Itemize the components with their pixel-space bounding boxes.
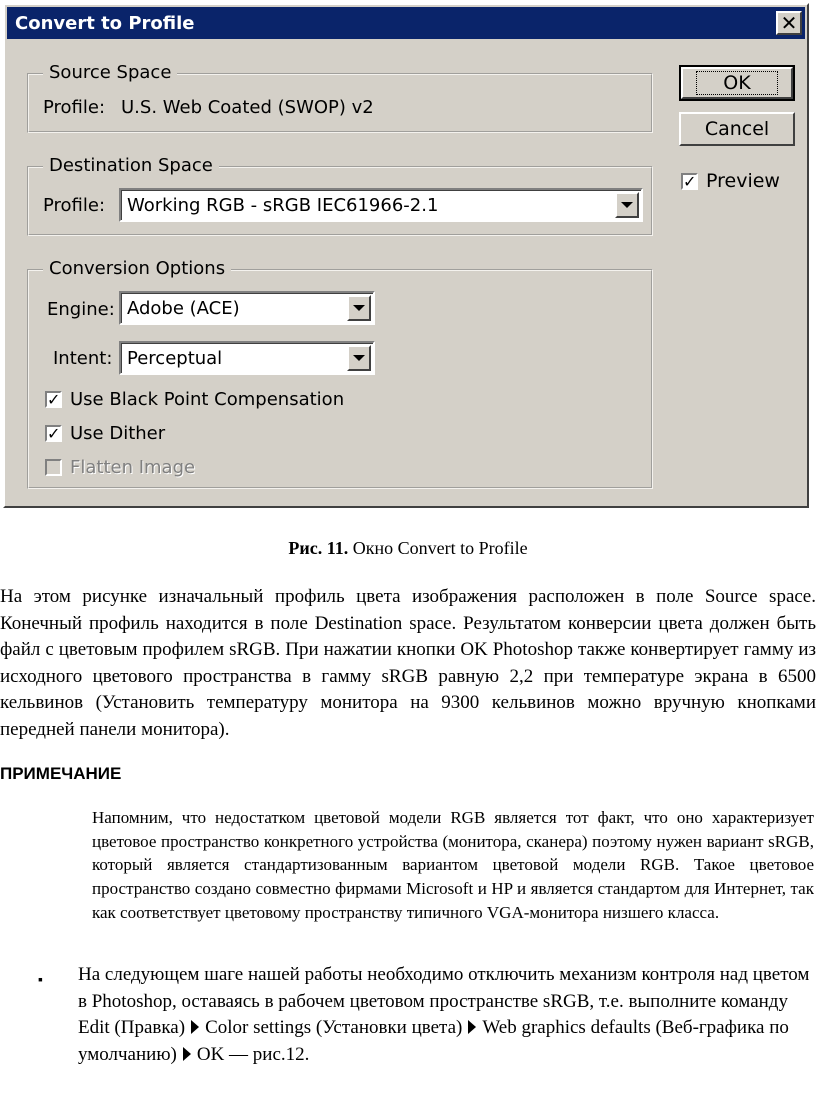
dither-checkbox-row[interactable] <box>45 423 165 444</box>
source-space-title: Source Space <box>43 62 177 83</box>
dither-label: Use Dither <box>70 423 166 444</box>
bullet-part-3: Web graphics defaults (Веб-графика по умолчанию) <box>78 1017 789 1065</box>
dropdown-button[interactable] <box>615 192 639 218</box>
title-bar[interactable] <box>7 7 805 39</box>
check-icon: ✓ <box>47 390 61 409</box>
intent-label: Intent: <box>53 348 113 369</box>
convert-to-profile-dialog <box>3 3 809 508</box>
destination-space-group <box>27 155 653 236</box>
chevron-down-icon <box>353 355 365 361</box>
black-point-checkbox-row[interactable] <box>45 389 344 410</box>
bullet-part-4: OK — рис.12. <box>196 1043 310 1065</box>
chevron-down-icon <box>353 305 365 311</box>
dialog-title: Convert to Profile <box>15 12 195 34</box>
bullet-part-2: Color settings (Установки цвета) <box>205 1017 463 1038</box>
source-space-group <box>27 62 653 133</box>
destination-space-title: Destination Space <box>43 155 219 176</box>
arrow-right-icon <box>468 1020 476 1034</box>
destination-profile-label: Profile: <box>43 195 106 216</box>
check-icon: ✓ <box>47 424 61 443</box>
intent-value: Perceptual <box>127 348 223 369</box>
arrow-right-icon <box>183 1047 191 1061</box>
destination-profile-select[interactable] <box>119 188 643 222</box>
ok-label: OK <box>696 71 777 95</box>
note-heading: ПРИМЕЧАНИЕ <box>0 764 122 783</box>
destination-profile-value: Working RGB - sRGB IEC61966-2.1 <box>127 195 439 216</box>
dither-checkbox[interactable] <box>45 425 62 442</box>
bullet-part-1: На следующем шаге нашей работы необходимо отключить механизм контроля над цветом в Photoshop, оставаясь в рабочем цветовом пространстве sRGB, т.е. выполните команду Edit (Правка) <box>78 964 810 1038</box>
dropdown-button[interactable] <box>347 345 371 371</box>
dropdown-button[interactable] <box>347 295 371 321</box>
intent-select[interactable] <box>119 341 375 375</box>
ok-button[interactable] <box>681 67 793 99</box>
engine-value: Adobe (ACE) <box>127 298 240 319</box>
figure-caption <box>0 538 816 559</box>
cancel-label: Cancel <box>704 118 770 140</box>
black-point-label: Use Black Point Compensation <box>70 389 345 410</box>
caption-text: Окно Convert to Profile <box>348 538 528 558</box>
preview-label: Preview <box>706 170 780 192</box>
body-paragraph: На этом рисунке изначальный профиль цвета изображения расположен в поле Source space. Конечный профиль находится в поле Destination space. Результатом конверсии цвета должен быть файл с цветовым профилем sRGB. При нажатии кнопки OK Photoshop также конвертирует гамму из исходного цветового пространства в гамму sRGB равную 2,2 при температуре экрана в 6500 кельвинов (Установить температуру монитора на 9300 кельвинов можно вручную кнопками передней панели монитора). <box>0 586 816 740</box>
close-icon: ✕ <box>780 11 798 35</box>
chevron-down-icon <box>621 202 633 208</box>
flatten-checkbox-row <box>45 457 195 478</box>
conversion-options-title: Conversion Options <box>43 258 231 279</box>
caption-prefix: Рис. 11. <box>288 538 349 558</box>
check-icon: ✓ <box>683 171 697 191</box>
close-button[interactable] <box>776 11 802 35</box>
arrow-right-icon <box>191 1020 199 1034</box>
engine-label: Engine: <box>47 299 115 320</box>
bullet-icon: ▪ <box>38 973 43 988</box>
preview-checkbox-row[interactable] <box>681 170 780 192</box>
black-point-checkbox[interactable] <box>45 391 62 408</box>
note-text: Напомним, что недостатком цветовой модели RGB является тот факт, что оно характеризует цветовое пространство конкретного устройства (монитора, сканера) поэтому нужен вариант sRGB, который является стандартизованным вариантом цветовой модели RGB. Такое цветовое пространство создано совместно фирмами Microsoft и HP и является стандартом для Интернет, так как соответствует цветовому пространству типичного VGA-монитора низшего класса. <box>92 808 814 922</box>
engine-select[interactable] <box>119 291 375 325</box>
flatten-label: Flatten Image <box>70 457 196 478</box>
source-profile-label: Profile: <box>43 97 106 118</box>
source-profile-value: U.S. Web Coated (SWOP) v2 <box>121 97 374 118</box>
flatten-checkbox <box>45 459 62 476</box>
cancel-button[interactable] <box>679 112 795 146</box>
bullet-item <box>78 962 812 1068</box>
preview-checkbox[interactable] <box>681 173 698 190</box>
conversion-options-group <box>27 258 653 489</box>
